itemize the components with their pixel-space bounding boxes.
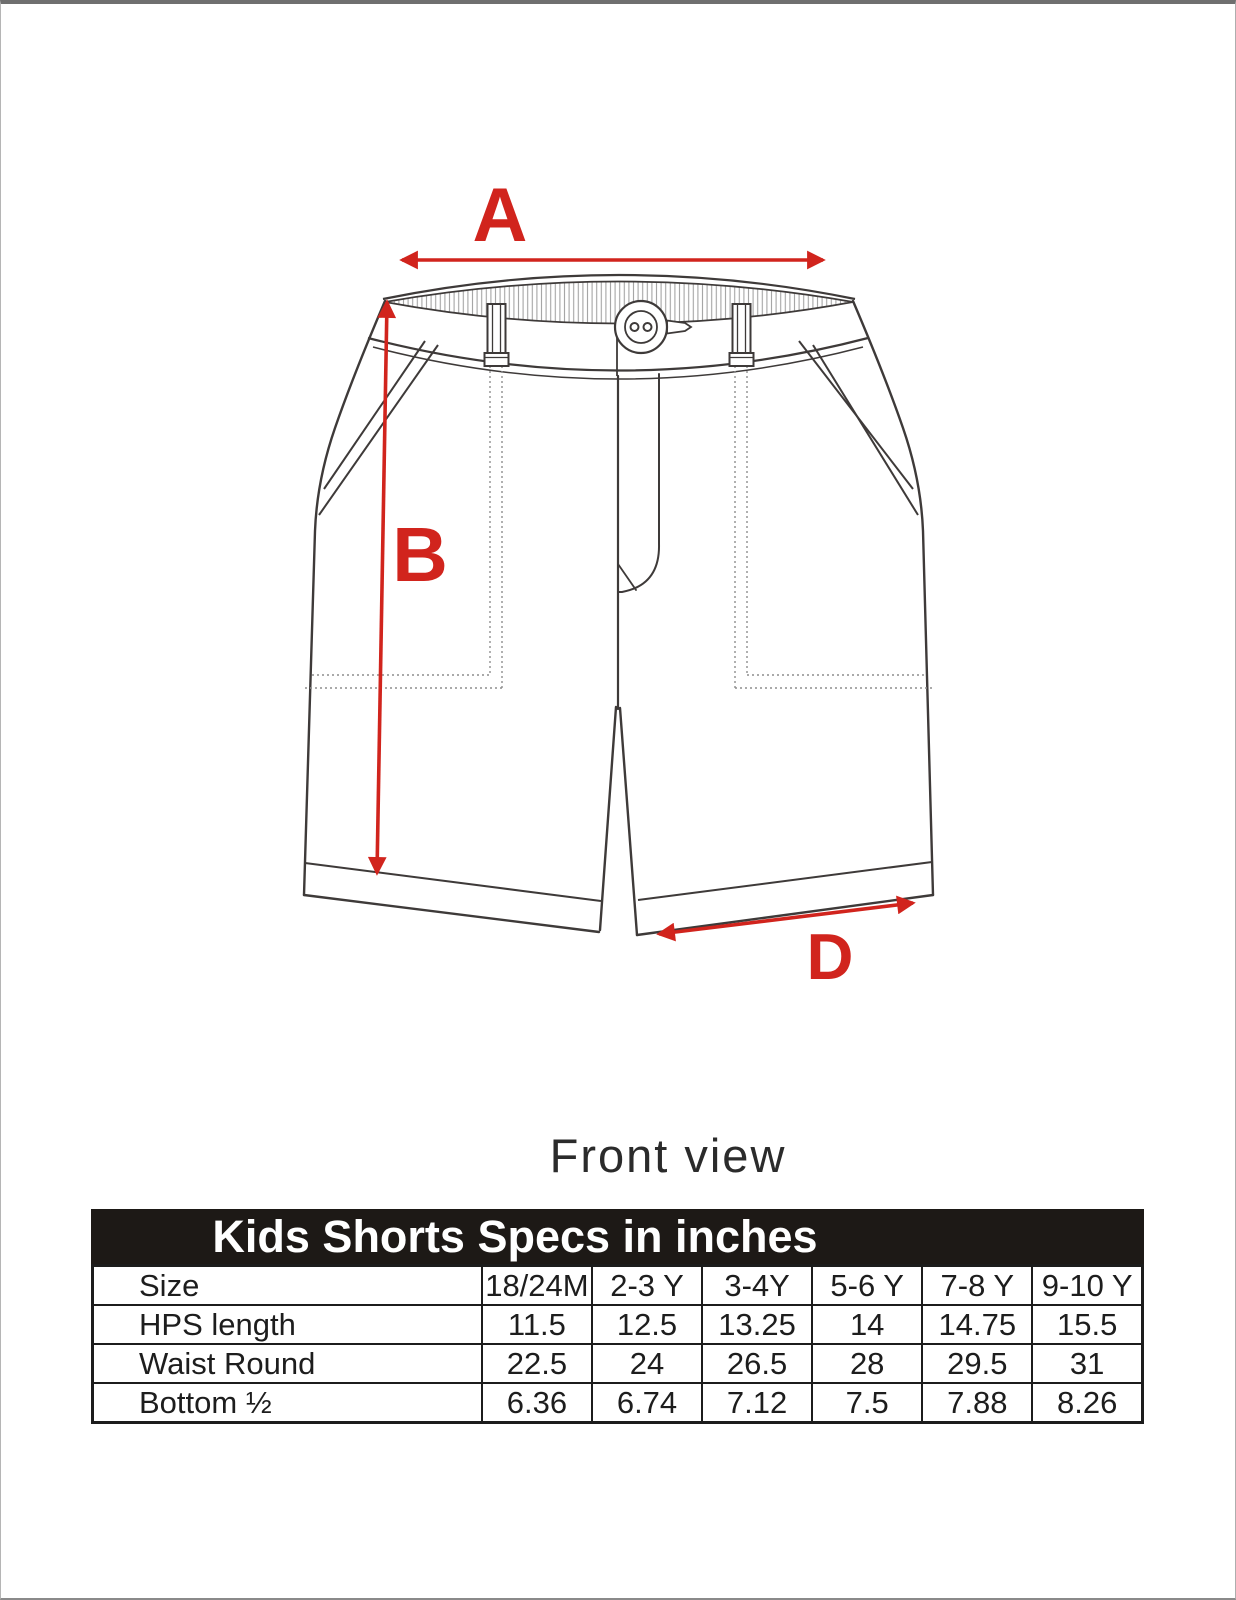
pocket-left-opening-2 (319, 345, 438, 515)
waistband-bottom-seam (368, 338, 868, 371)
value-cell: 29.5 (922, 1344, 1032, 1383)
value-cell: 14 (812, 1305, 922, 1344)
right-side-seam (853, 301, 933, 895)
left-side-seam (304, 301, 385, 895)
belt-loop-right (730, 304, 754, 366)
table-row-bottom-half (93, 1383, 1143, 1423)
left-inseam (600, 707, 616, 930)
spec-table-grid (91, 1264, 1144, 1424)
size-cell: 9-10 Y (1032, 1266, 1142, 1306)
value-cell: 6.36 (482, 1383, 592, 1423)
value-cell: 8.26 (1032, 1383, 1142, 1423)
value-cell: 15.5 (1032, 1305, 1142, 1344)
dimension-b-arrow (377, 302, 387, 873)
dimension-label-b: B (392, 512, 448, 598)
right-hem-line (638, 862, 932, 900)
fly-j-stitch (618, 374, 659, 592)
value-cell: 22.5 (482, 1344, 592, 1383)
fly (618, 374, 659, 709)
right-leg-bottom (637, 895, 933, 935)
table-row-size (93, 1266, 1143, 1306)
size-cell: 5-6 Y (812, 1266, 922, 1306)
left-leg-bottom (304, 895, 599, 932)
row-label-size: Size (93, 1266, 482, 1306)
value-cell: 7.12 (702, 1383, 812, 1423)
value-cell: 28 (812, 1344, 922, 1383)
value-cell: 7.5 (812, 1383, 922, 1423)
shorts-flat-sketch (1, 4, 1236, 1084)
value-cell: 24 (592, 1344, 702, 1383)
right-inseam (620, 708, 637, 935)
table-row-waist-round (93, 1344, 1143, 1383)
left-hem-line (305, 863, 601, 901)
value-cell: 26.5 (702, 1344, 812, 1383)
front-view-caption: Front view (549, 1129, 787, 1182)
dimension-label-d: D (806, 920, 854, 993)
size-cell: 2-3 Y (592, 1266, 702, 1306)
spec-table-title: Kids Shorts Specs in inches (91, 1209, 1144, 1264)
size-cell: 7-8 Y (922, 1266, 1032, 1306)
waistband-bottom-stitch (373, 347, 863, 379)
value-cell: 12.5 (592, 1305, 702, 1344)
value-cell: 11.5 (482, 1305, 592, 1344)
size-cell: 3-4Y (702, 1266, 812, 1306)
value-cell: 14.75 (922, 1305, 1032, 1344)
pocket-right-opening-2 (813, 345, 918, 515)
table-row-hps-length (93, 1305, 1143, 1344)
value-cell: 6.74 (592, 1383, 702, 1423)
belt-loop-left (485, 304, 509, 366)
dimension-d-arrow (659, 903, 913, 934)
row-label-hps-length: HPS length (93, 1305, 482, 1344)
hem-stitching (305, 862, 932, 901)
size-cell: 18/24M (482, 1266, 592, 1306)
spec-table (91, 1209, 1144, 1424)
pocket-right (735, 341, 932, 688)
row-label-waist-round: Waist Round (93, 1344, 482, 1383)
fly-notch (618, 564, 636, 590)
value-cell: 31 (1032, 1344, 1142, 1383)
dimension-arrows (377, 260, 913, 934)
dimension-label-a: A (472, 173, 528, 258)
value-cell: 13.25 (702, 1305, 812, 1344)
row-label-bottom-half: Bottom ½ (93, 1383, 482, 1423)
value-cell: 7.88 (922, 1383, 1032, 1423)
